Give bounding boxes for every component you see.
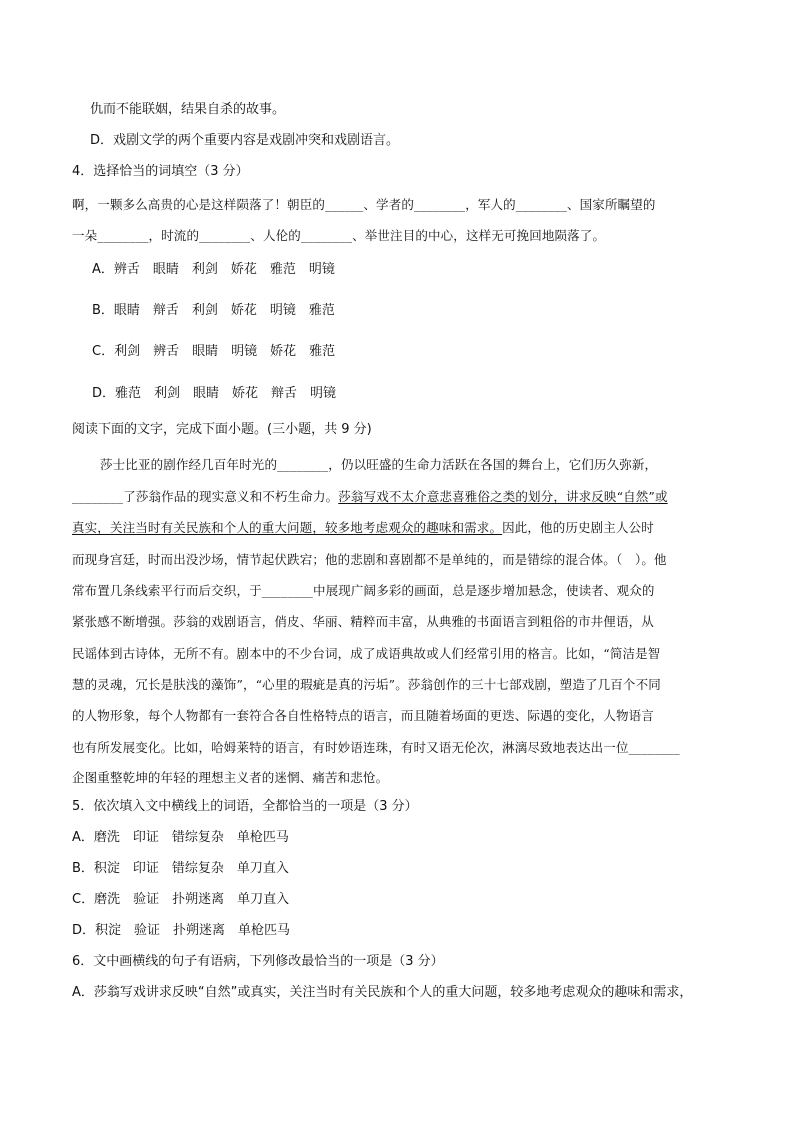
reading-passage-line-7: 民谣体到古诗体，无所不有。剧本中的不少台词，成了成语典故或人们经常引用的格言。比如，“简洁是智 [72,646,661,661]
reading-passage-line-2 [72,487,724,507]
reading-passage-line-11: 企图重整乾坤的年轻的理想主义者的迷惘、痛苦和悲怆。 [72,770,389,785]
question-5-option-a: A．磨洗 印证 错综复杂 单枪匹马 [72,830,289,845]
question-4-option-b: B．眼睛 辩舌 利剑 娇花 明镜 雅范 [92,303,335,318]
question-4-option-d: D．雅范 利剑 眼睛 娇花 辩舌 明镜 [92,386,337,401]
question-6-stem: 6．文中画横线的句子有语病，下列修改最恰当的一项是（3 分） [72,954,444,969]
question-3-continuation: 仇而不能联姻，结果自杀的故事。 [90,102,286,117]
reading-passage-line-3 [72,518,724,538]
question-5-option-d: D．积淀 验证 扑朔迷离 单枪匹马 [72,923,291,938]
question-4-option-c: C．利剑 辨舌 眼睛 明镜 娇花 雅范 [92,344,336,359]
reading-passage-line-3-end: 因此，他的历史剧主人公时 [502,520,654,535]
underlined-sentence-part-2: 真实，关注当时有关民族和个人的重大问题，较多地考虑观众的趣味和需求。 [72,520,503,535]
reading-passage-line-9: 的人物形象，每个人物都有一套符合各自性格特点的语言，而且随着场面的更迭、际遇的变化，人物语言 [72,708,654,723]
question-3-option-d: D．戏剧文学的两个重要内容是戏剧冲突和戏剧语言。 [90,133,400,148]
reading-passage-line-6: 紧张感不断增强。莎翁的戏剧语言，俏皮、华丽、精粹而丰富，从典雅的书面语言到粗俗的市井俚语，从 [72,614,654,629]
reading-passage-line-1: 莎士比亚的剧作经几百年时光的________，仍以旺盛的生命力活跃在各国的舞台上，它们历久弥新， [100,457,658,472]
question-4-passage-line-1: 啊，一颗多么高贵的心是这样陨落了！朝臣的______、学者的________，军人的________、国家所瞩望的 [72,197,656,212]
question-5-option-c: C．磨洗 验证 扑朔迷离 单刀直入 [72,892,290,907]
reading-passage-line-4: 而现身宫廷，时而出没沙场，情节起伏跌宕；他的悲剧和喜剧都不是单纯的，而是错综的混合体。（ ）。他 [72,552,667,567]
reading-passage-line-5: 常布置几条线索平行而后交织，于________中展现广阔多彩的画面，总是逐步增加悬念，使读者、观众的 [72,583,655,598]
question-5-stem: 5．依次填入文中横线上的词语，全都恰当的一项是（3 分） [72,799,418,814]
question-4-option-a: A．辨舌 眼睛 利剑 娇花 雅范 明镜 [92,262,335,277]
question-4-stem: 4．选择恰当的词填空（3 分） [72,164,249,179]
reading-section-intro: 阅读下面的文字，完成下面小题。(三小题，共 9 分) [72,422,372,437]
question-4-passage-line-2: 一朵________，时流的________、人伦的________、举世注目的中心，这样无可挽回地陨落了。 [72,228,606,243]
reading-passage-line-10: 也有所发展变化。比如，哈姆莱特的语言，有时妙语连珠，有时又语无伦次，淋漓尽致地表达出一位________ [72,740,680,755]
question-6-option-a: A．莎翁写戏讲求反映“自然”或真实，关注当时有关民族和个人的重大问题，较多地考虑观众的趣味和需求， [72,985,693,1000]
question-5-option-b: B．积淀 印证 错综复杂 单刀直入 [72,861,289,876]
underlined-sentence-part-1: 莎翁写戏不太介意悲喜雅俗之类的划分，讲求反映“自然”或 [338,489,668,504]
reading-passage-line-8: 慧的灵魂，冗长是肤浅的藻饰”，“心里的瑕疵是真的污垢”。莎翁创作的三十七部戏剧，塑造了几百个不同 [72,677,661,692]
reading-passage-line-2-text: ________了莎翁作品的现实意义和不朽生命力。 [72,489,339,504]
